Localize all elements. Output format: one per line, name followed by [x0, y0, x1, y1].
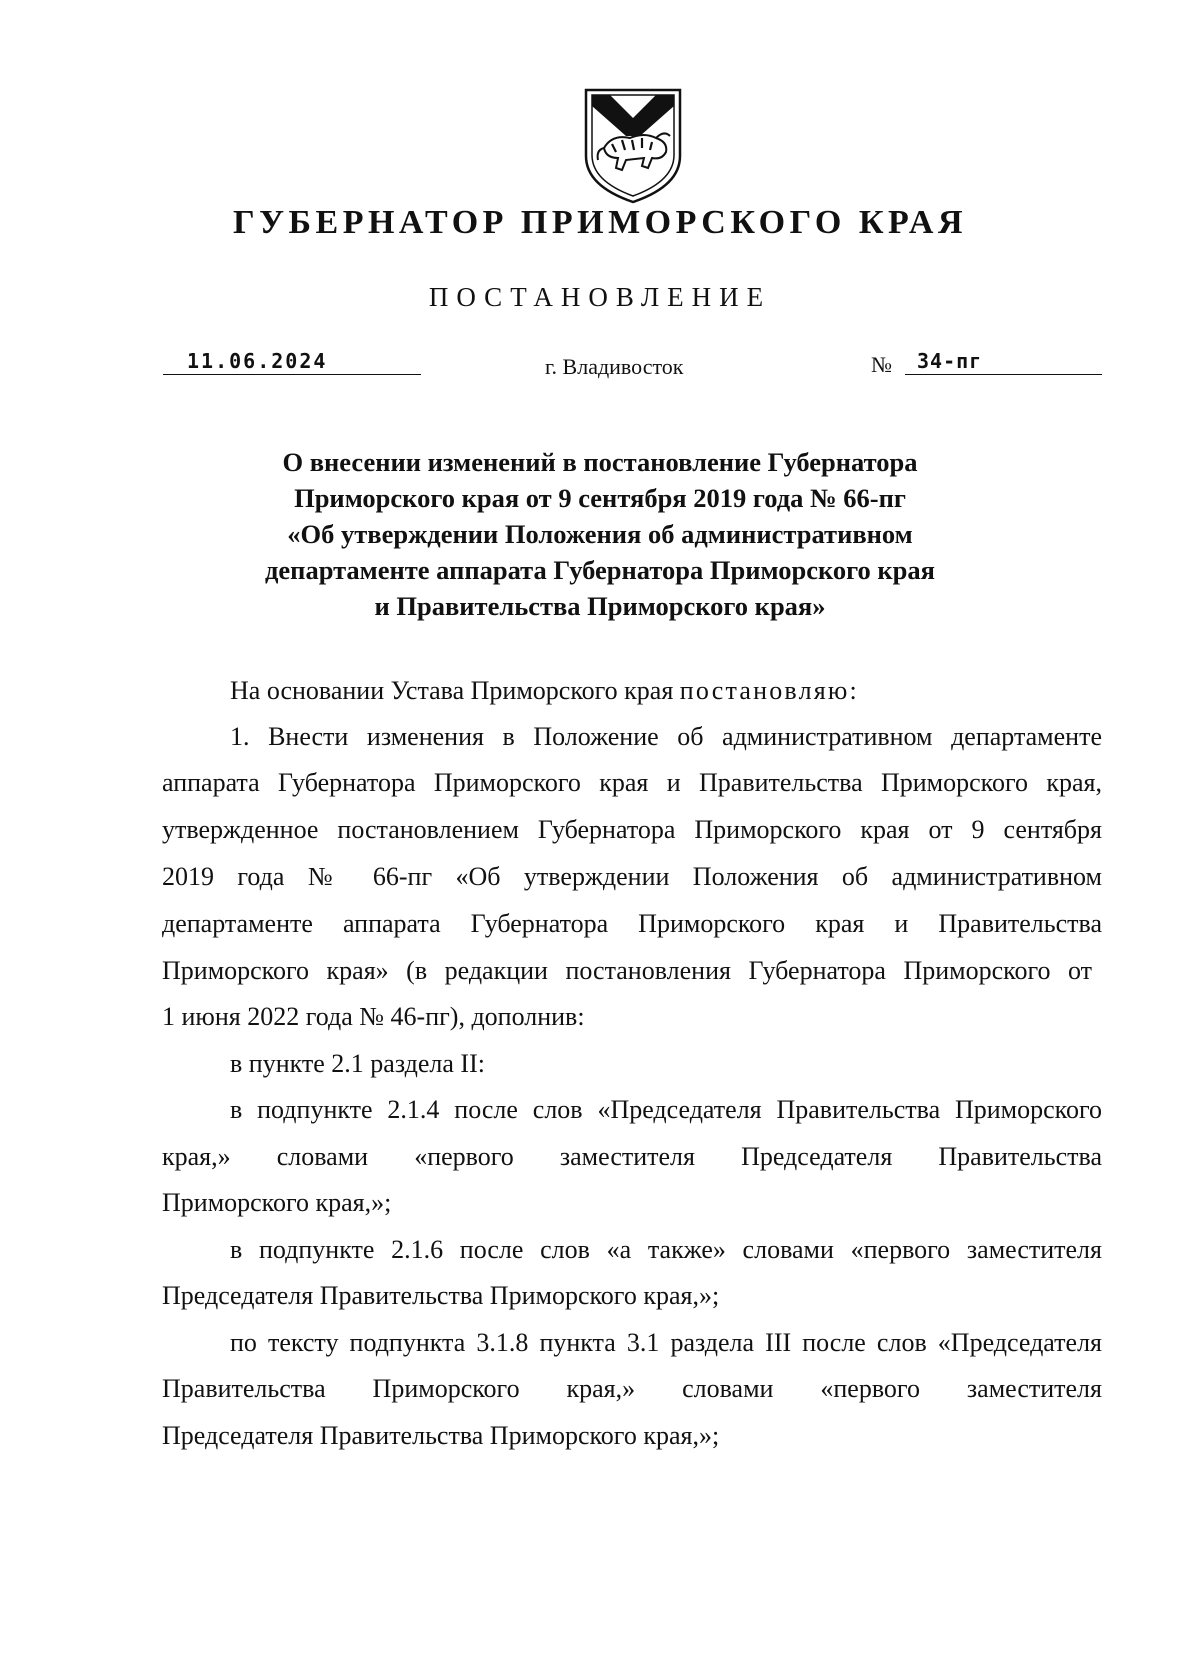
title-line: и Правительства Приморского края» — [374, 591, 826, 621]
body-line: Правительства Приморского края,» словами «первого заместителя — [162, 1374, 1102, 1403]
title-line: Приморского края от 9 сентября 2019 года № 66-пг — [294, 483, 906, 513]
body-line: в подпункте 2.1.6 после слов «а также» словами «первого заместителя — [230, 1235, 1102, 1264]
body-line: 1 июня 2022 года № 46-пг), дополнив: — [162, 1002, 585, 1031]
document-date: 11.06.2024 — [163, 349, 421, 375]
document-city: г. Владивосток — [545, 354, 684, 379]
body-line: 1. Внести изменения в Положение об административном департаменте — [230, 722, 1102, 751]
preamble — [230, 676, 1102, 706]
preamble-text: На основании Устава Приморского края — [230, 676, 680, 705]
body-line: департаменте аппарата Губернатора Приморского края и Правительства — [162, 909, 1102, 938]
body-line: по тексту подпункта 3.1.8 пункта 3.1 раздела III после слов «Председателя — [230, 1328, 1102, 1357]
preamble-decree-word: постановляю: — [679, 676, 859, 705]
body-line: в подпункте 2.1.4 после слов «Председателя Правительства Приморского — [230, 1095, 1102, 1124]
title-line: «Об утверждении Положения об административном — [287, 519, 913, 549]
body-line: аппарата Губернатора Приморского края и Правительства Приморского края, — [162, 768, 1102, 797]
title-line: О внесении изменений в постановление Губернатора — [282, 447, 918, 477]
body-line: края,» словами «первого заместителя Председателя Правительства — [162, 1142, 1102, 1171]
body-line: 2019 года № 66-пг «Об утверждении Положения об административном — [162, 862, 1102, 891]
document-title — [200, 444, 1000, 624]
body-line: Приморского края,»; — [162, 1188, 392, 1217]
document-number: 34-пг — [905, 349, 1102, 375]
issuing-authority: ГУБЕРНАТОР ПРИМОРСКОГО КРАЯ — [232, 204, 968, 241]
title-line: департаменте аппарата Губернатора Приморского края — [265, 555, 935, 585]
body-line: утвержденное постановлением Губернатора Приморского края от 9 сентября — [162, 815, 1102, 844]
document-type: ПОСТАНОВЛЕНИЕ — [428, 282, 772, 312]
body-line: Председателя Правительства Приморского края,»; — [162, 1421, 720, 1450]
number-sign: № — [871, 352, 892, 377]
coat-of-arms-icon — [582, 86, 684, 206]
body-line: в пункте 2.1 раздела II: — [230, 1049, 485, 1078]
body-line: Приморского края» (в редакции постановления Губернатора Приморского от — [162, 956, 1092, 985]
body-line: Председателя Правительства Приморского края,»; — [162, 1281, 720, 1310]
